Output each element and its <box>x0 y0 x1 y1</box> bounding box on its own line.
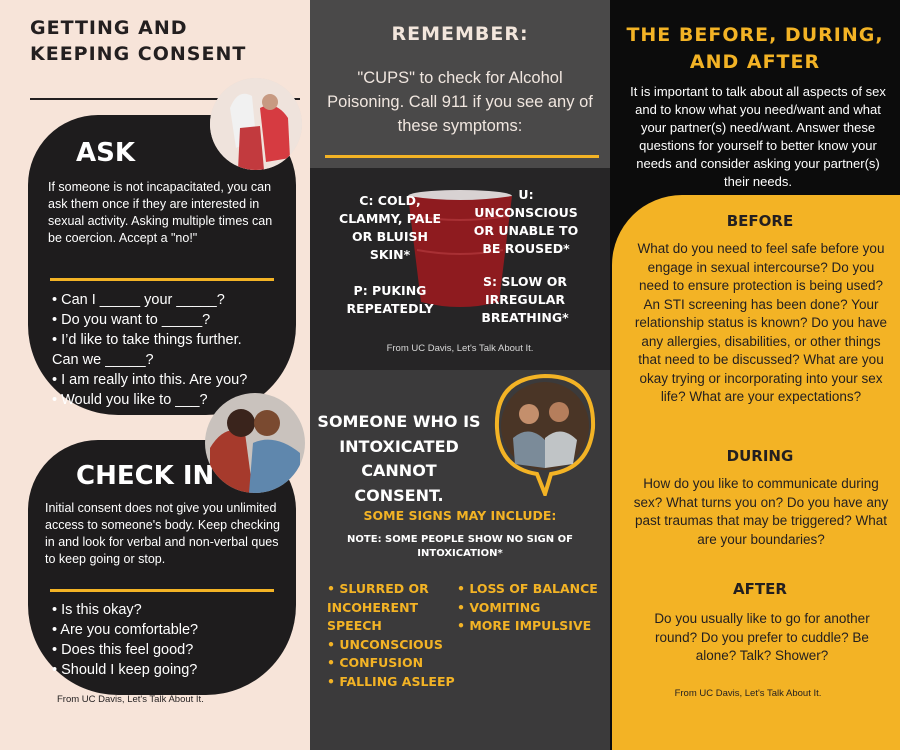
list-item: • Is this okay? <box>52 602 142 618</box>
source-citation: From UC Davis, Let's Talk About It. <box>674 688 822 699</box>
list-item: • SLURRED OR <box>327 581 429 596</box>
ask-body: If someone is not incapacitated, you can ask them once if they are interested in sexual activity. Asking multiple times can be coercion. Accept a "no!" <box>48 180 273 245</box>
panel-title: GETTING AND KEEPING CONSENT <box>30 17 247 65</box>
cups-u: U: UNCONSCIOUS OR UNABLE TO BE ROUSED* <box>473 187 579 256</box>
source-citation: From UC Davis, Let's Talk About It. <box>386 343 534 354</box>
consent-panel <box>0 0 310 750</box>
list-item: • CONFUSION <box>327 655 424 670</box>
friends-photo <box>485 368 603 496</box>
list-item: • Would you like to ___? <box>52 392 208 408</box>
list-item: INCOHERENT <box>327 599 419 615</box>
check-in-heading: CHECK IN <box>76 461 215 491</box>
list-item: • UNCONSCIOUS <box>327 636 443 652</box>
during-heading: DURING <box>726 447 794 465</box>
after-heading: AFTER <box>733 580 787 598</box>
remember-heading: REMEMBER: <box>391 23 529 45</box>
cups-s: S: SLOW OR IRREGULAR BREATHING* <box>481 274 569 325</box>
cups-p: P: PUKING REPEATEDLY <box>346 283 434 316</box>
list-item: • Are you comfortable? <box>52 622 199 638</box>
ask-heading: ASK <box>76 138 135 168</box>
intro-text: It is important to talk about all aspects of sex and to know what you need/want and what your partner(s) need/want. Answer these questions for yourself to better know your needs and consider asking your partner(s) their needs. <box>630 84 886 189</box>
check-in-body: Initial consent does not give you unlimited access to someone's body. Keep checking in and look for verbal and non-verbal ques to keep going or stop. <box>45 501 280 566</box>
signs-heading: SOME SIGNS MAY INCLUDE: <box>363 508 557 523</box>
remember-body: "CUPS" to check for Alcohol Poisoning. Call 911 if you see any of these symptoms: <box>327 69 593 135</box>
list-item: • MORE IMPULSIVE <box>457 618 592 633</box>
couple-photo <box>210 78 302 170</box>
before-during-after-panel <box>610 0 900 750</box>
list-item: Can we _____? <box>52 352 154 368</box>
list-item: • FALLING ASLEEP <box>327 673 455 689</box>
alcohol-panel <box>310 0 610 750</box>
during-body: How do you like to communicate during sex? What turns you on? Do you have any past traumas that may be triggered? What are your boundaries? <box>633 476 889 547</box>
list-item: • I’d like to take things further. <box>52 332 242 348</box>
ask-question-list <box>52 290 247 410</box>
list-item: • VOMITING <box>457 599 541 615</box>
panel-title: THE BEFORE, DURING, AND AFTER <box>626 24 884 73</box>
list-item: • Do you want to _____? <box>52 312 211 328</box>
signs-list-left <box>327 580 455 691</box>
before-body: What do you need to feel safe before you engage in sexual intercourse? Do you need to ensure protection is being used? An STI screening has been done? Your relationship status is known? Do you have any allergies, disabilities, or other things that need to be discussed? What are you okay trying or incorporating into your sex life? What are your expectations? <box>634 241 888 404</box>
intoxication-note: NOTE: SOME PEOPLE SHOW NO SIGN OF INTOXICATION* <box>347 534 573 559</box>
list-item: • I am really into this. Are you? <box>52 372 248 388</box>
remember-divider <box>325 155 599 158</box>
list-item: SPEECH <box>327 618 382 633</box>
list-item: • Should I keep going? <box>52 662 198 678</box>
kissing-couple-photo <box>205 393 305 493</box>
cups-c: C: COLD, CLAMMY, PALE OR BLUISH SKIN* <box>339 193 441 262</box>
before-heading: BEFORE <box>726 212 794 230</box>
ask-divider <box>50 278 274 281</box>
source-citation: From UC Davis, Let's Talk About It. <box>57 694 204 705</box>
list-item: • Does this feel good? <box>52 642 194 658</box>
list-item: • Can I _____ your _____? <box>52 292 225 308</box>
check-in-divider <box>50 589 274 592</box>
signs-list-right <box>457 580 598 636</box>
after-body: Do you usually like to go for another round? Do you prefer to cuddle? Be alone? Talk? Shower? <box>654 611 870 663</box>
list-item: • LOSS OF BALANCE <box>457 581 598 596</box>
check-in-question-list <box>52 600 198 680</box>
intoxication-heading: SOMEONE WHO IS INTOXICATED CANNOT CONSENT. <box>317 412 481 505</box>
